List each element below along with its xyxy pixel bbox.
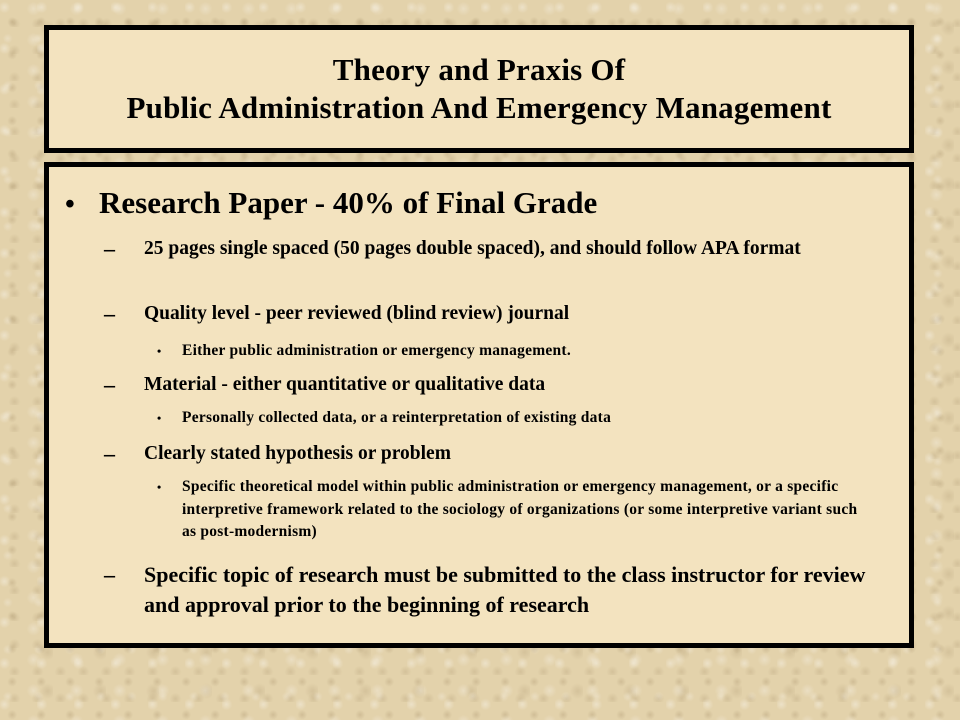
slide-title-line-1: Theory and Praxis Of	[332, 52, 626, 87]
bullet-icon: •	[157, 344, 162, 358]
sub-bullet-text: Material - either quantitative or qualitative data	[144, 374, 546, 395]
sub-bullet	[104, 300, 894, 327]
bullet-icon: •	[157, 480, 162, 494]
dash-icon: –	[104, 236, 115, 261]
sub-bullet-text: 25 pages single spaced (50 pages double spaced), and should follow APA format	[144, 238, 801, 259]
sub-bullet	[104, 371, 894, 398]
sub-bullet	[104, 440, 894, 467]
main-bullet	[65, 185, 597, 223]
sub-bullet	[104, 560, 894, 620]
detail-bullet-text: Personally collected data, or a reinterpretation of existing data	[182, 409, 612, 426]
detail-bullet-text: Specific theoretical model within public administration or emergency management, or a specific interpretive framework related to the sociology of organizations (or some interpretive variant such as post-modernism)	[182, 478, 858, 540]
sub-bullet-text: Specific topic of research must be submitted to the class instructor for review and approval prior to the beginning of research	[144, 562, 866, 617]
detail-bullet	[157, 407, 862, 430]
detail-bullet-text: Either public administration or emergency management.	[182, 342, 571, 359]
content-box	[44, 162, 914, 648]
sub-bullet-text: Quality level - peer reviewed (blind review) journal	[144, 303, 570, 324]
sub-bullet-text: Clearly stated hypothesis or problem	[144, 443, 451, 464]
dash-icon: –	[104, 301, 115, 326]
bullet-icon: •	[65, 189, 75, 220]
title-box	[44, 25, 914, 153]
sub-bullet	[104, 235, 894, 262]
main-bullet-text: Research Paper - 40% of Final Grade	[99, 185, 598, 220]
detail-bullet	[157, 476, 862, 544]
dash-icon: –	[104, 372, 115, 397]
dash-icon: –	[104, 441, 115, 466]
slide-title-line-2: Public Administration And Emergency Management	[126, 90, 832, 125]
detail-bullet	[157, 340, 862, 363]
bullet-icon: •	[157, 411, 162, 425]
dash-icon: –	[104, 562, 115, 587]
